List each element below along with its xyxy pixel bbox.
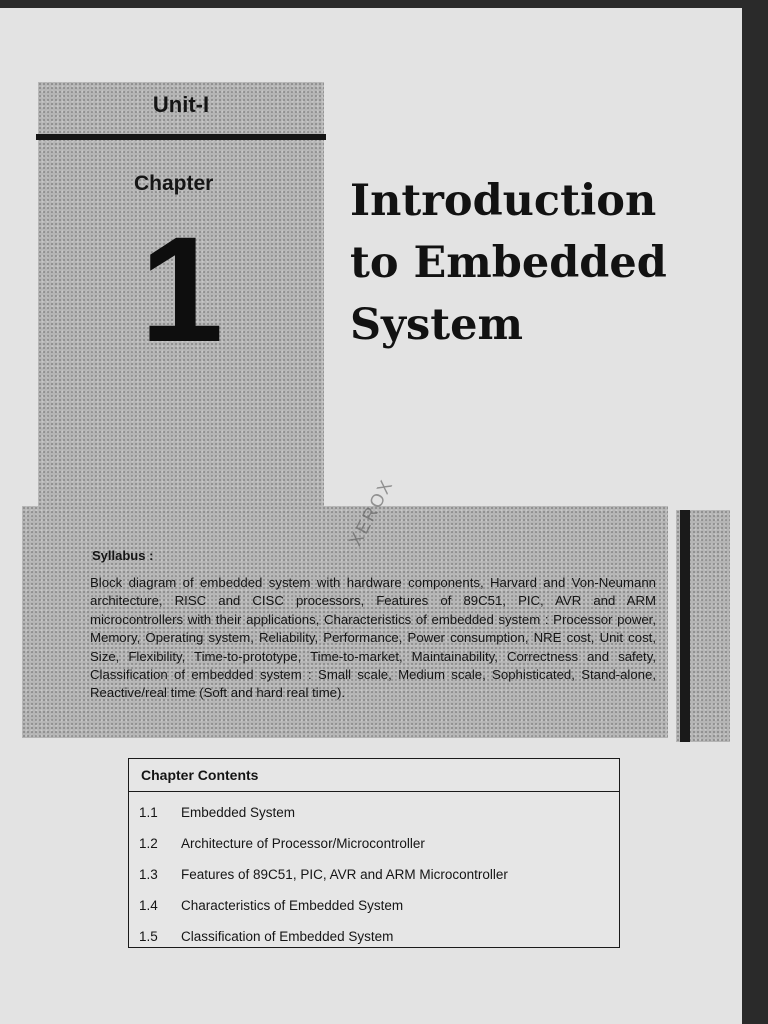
item-label: Classification of Embedded System xyxy=(181,929,394,944)
item-number: 1.5 xyxy=(139,929,158,944)
item-number: 1.4 xyxy=(139,898,158,913)
contents-divider xyxy=(129,791,619,792)
list-item xyxy=(139,797,609,828)
item-number: 1.1 xyxy=(139,805,158,820)
title-line: System xyxy=(350,300,523,350)
item-number: 1.3 xyxy=(139,867,158,882)
unit-label: Unit-I xyxy=(152,92,210,117)
item-label: Characteristics of Embedded System xyxy=(181,898,404,913)
syllabus-heading: Syllabus : xyxy=(92,548,154,563)
chapter-contents xyxy=(128,758,620,948)
title-line: to Embedded xyxy=(350,238,667,288)
item-number: 1.2 xyxy=(139,836,158,851)
list-item xyxy=(139,890,609,921)
side-bar xyxy=(680,510,690,742)
list-item xyxy=(139,921,609,952)
list-item xyxy=(139,859,609,890)
contents-list xyxy=(139,797,609,952)
item-label: Architecture of Processor/Microcontroller xyxy=(181,836,425,851)
item-label: Features of 89C51, PIC, AVR and ARM Microcontroller xyxy=(181,867,508,882)
chapter-label: Chapter xyxy=(134,172,214,195)
list-item xyxy=(139,828,609,859)
syllabus-text: Block diagram of embedded system with hardware components, Harvard and Von-Neumann architecture, RISC and CISC processors, Features of 89C51, PIC, AVR and ARM microcontrollers with their applications, Characteristics of embedded system : Processor power, Memory, Operating system, Reliability, Performance, Power consumption, NRE cost, Unit cost, Size, Flexibility, Time-to-prototype, Time-to-market, Maintainability, Correctness and safety, Classification of embedded system : Small scale, Medium scale, Sophisticated, Stand-alone, Reactive/real time (Soft and hard real time). xyxy=(90,575,656,701)
unit-divider xyxy=(36,134,326,140)
item-label: Embedded System xyxy=(181,805,296,820)
chapter-title xyxy=(350,170,690,356)
title-line: Introduction xyxy=(350,176,657,226)
chapter-number: 1 xyxy=(140,205,224,373)
contents-title: Chapter Contents xyxy=(141,767,259,783)
watermark: XEROX xyxy=(345,475,397,550)
